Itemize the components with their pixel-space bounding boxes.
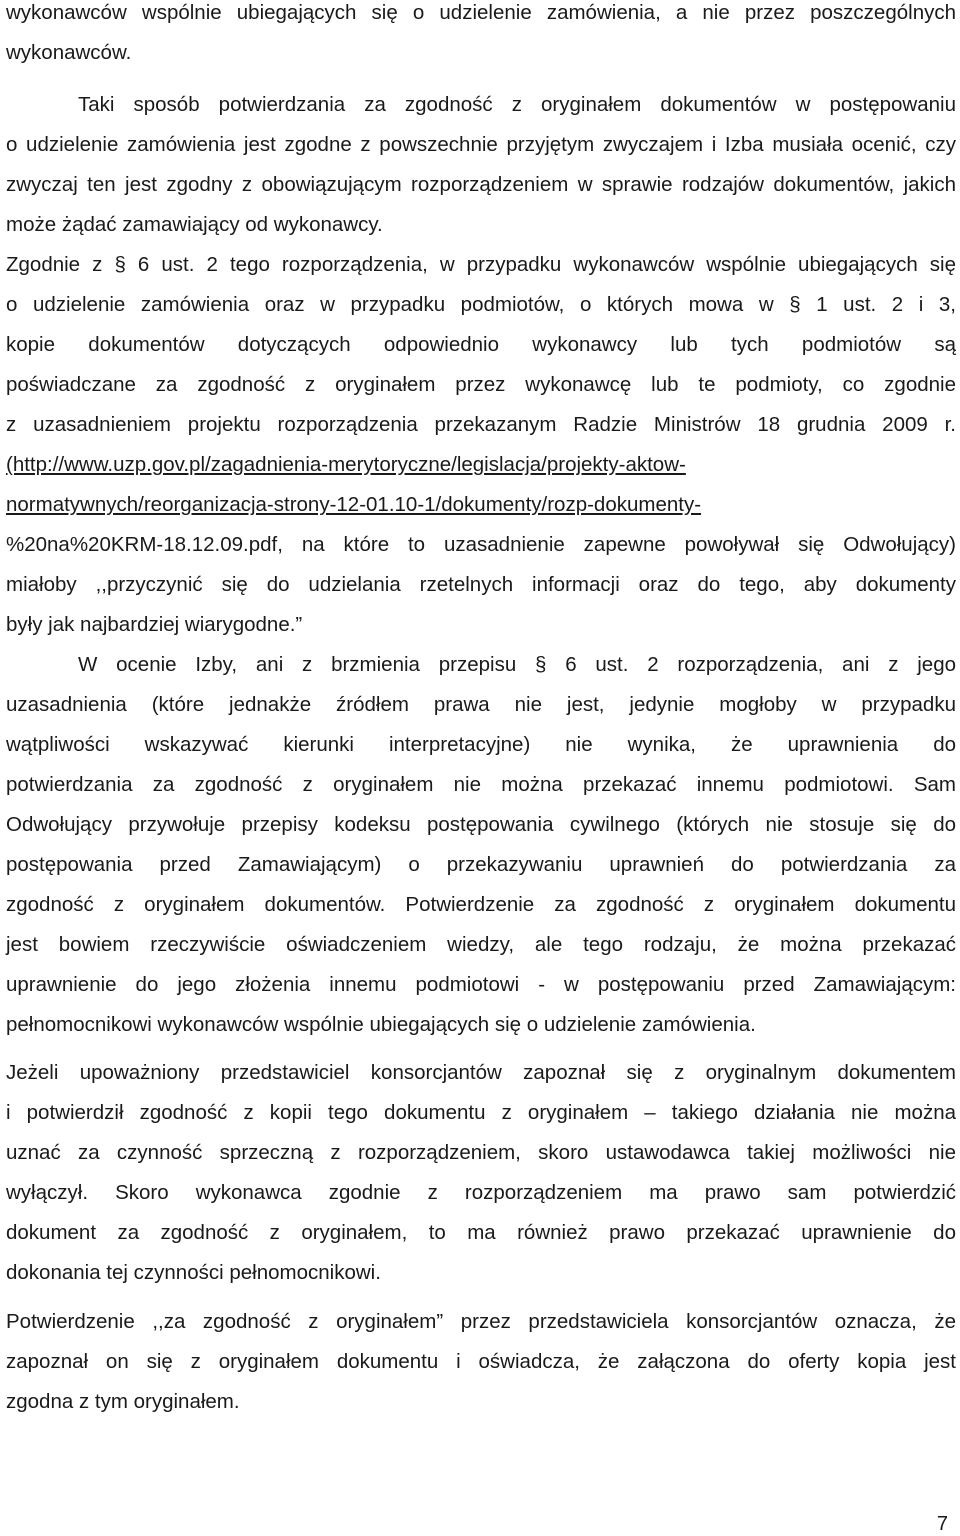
source-link[interactable]: (http://www.uzp.gov.pl/zagadnienia-merytoryczne/legislacja/projekty-aktow- [6,453,686,476]
text-line: dokonania tej czynności pełnomocnikowi. [6,1261,381,1284]
text-line: zgodna z tym oryginałem. [6,1390,240,1413]
text-line: kopie dokumentów dotyczących odpowiednio wykonawcy lub tych podmiotów są [6,333,956,356]
text-line: z uzasadnieniem projektu rozporządzenia przekazanym Radzie Ministrów 18 grudnia 2009 r. [6,413,956,436]
text-line: %20na%20KRM-18.12.09.pdf, na które to uzasadnienie zapewne powoływał się Odwołujący) [6,533,956,556]
text-line: W ocenie Izby, ani z brzmienia przepisu § 6 ust. 2 rozporządzenia, ani z jego [78,653,956,676]
text-line: były jak najbardziej wiarygodne.” [6,613,303,636]
page-number: 7 [936,1513,948,1535]
text-line: może żądać zamawiający od wykonawcy. [6,213,383,236]
text-line: Jeżeli upoważniony przedstawiciel konsorcjantów zapoznał się z oryginalnym dokumentem [6,1061,956,1084]
text-line: Odwołujący przywołuje przepisy kodeksu postępowania cywilnego (których nie stosuje się do [6,813,956,836]
text-line: o udzielenie zamówienia jest zgodne z powszechnie przyjętym zwyczajem i Izba musiała ocenić, czy [6,133,956,156]
text-line: potwierdzania za zgodność z oryginałem nie można przekazać innemu podmiotowi. Sam [6,773,956,796]
text-line: zwyczaj ten jest zgodny z obowiązującym rozporządzeniem w sprawie rodzajów dokumentów, jakich [6,173,956,196]
text-line: dokument za zgodność z oryginałem, to ma również prawo przekazać uprawnienie do [6,1221,956,1244]
text-line: Taki sposób potwierdzania za zgodność z oryginałem dokumentów w postępowaniu [78,93,956,116]
text-line: wykonawców. [6,41,132,64]
text-line: wykonawców wspólnie ubiegających się o udzielenie zamówienia, a nie przez poszczególnych [6,1,956,24]
text-line: uzasadnienia (które jednakże źródłem prawa nie jest, jedynie mogłoby w przypadku [6,693,956,716]
text-line: zapoznał on się z oryginałem dokumentu i oświadcza, że załączona do oferty kopia jest [6,1350,956,1373]
text-line: i potwierdził zgodność z kopii tego dokumentu z oryginałem – takiego działania nie można [6,1101,956,1124]
text-line: postępowania przed Zamawiającym) o przekazywaniu uprawnień do potwierdzania za [6,853,956,876]
text-line: wyłączył. Skoro wykonawca zgodnie z rozporządzeniem ma prawo sam potwierdzić [6,1181,956,1204]
text-line: wątpliwości wskazywać kierunki interpretacyjne) nie wynika, że uprawnienia do [6,733,956,756]
text-line: Potwierdzenie ,,za zgodność z oryginałem” przez przedstawiciela konsorcjantów oznacza, że [6,1310,956,1333]
text-line: Zgodnie z § 6 ust. 2 tego rozporządzenia, w przypadku wykonawców wspólnie ubiegających się [6,253,956,276]
text-line: jest bowiem rzeczywiście oświadczeniem wiedzy, ale tego rodzaju, że można przekazać [6,933,956,956]
text-line: pełnomocnikowi wykonawców wspólnie ubiegających się o udzielenie zamówienia. [6,1013,756,1036]
text-line: miałoby ,,przyczynić się do udzielania rzetelnych informacji oraz do tego, aby dokumenty [6,573,956,596]
source-link[interactable]: normatywnych/reorganizacja-strony-12-01.10-1/dokumenty/rozp-dokumenty- [6,493,702,516]
text-line: poświadczane za zgodność z oryginałem przez wykonawcę lub te podmioty, co zgodnie [6,373,956,396]
text-line: uprawnienie do jego złożenia innemu podmiotowi - w postępowaniu przed Zamawiającym: [6,973,956,996]
text-line: zgodność z oryginałem dokumentów. Potwierdzenie za zgodność z oryginałem dokumentu [6,893,956,916]
text-line: uznać za czynność sprzeczną z rozporządzeniem, skoro ustawodawca takiej możliwości nie [6,1141,956,1164]
text-line: o udzielenie zamówienia oraz w przypadku podmiotów, o których mowa w § 1 ust. 2 i 3, [6,293,956,316]
